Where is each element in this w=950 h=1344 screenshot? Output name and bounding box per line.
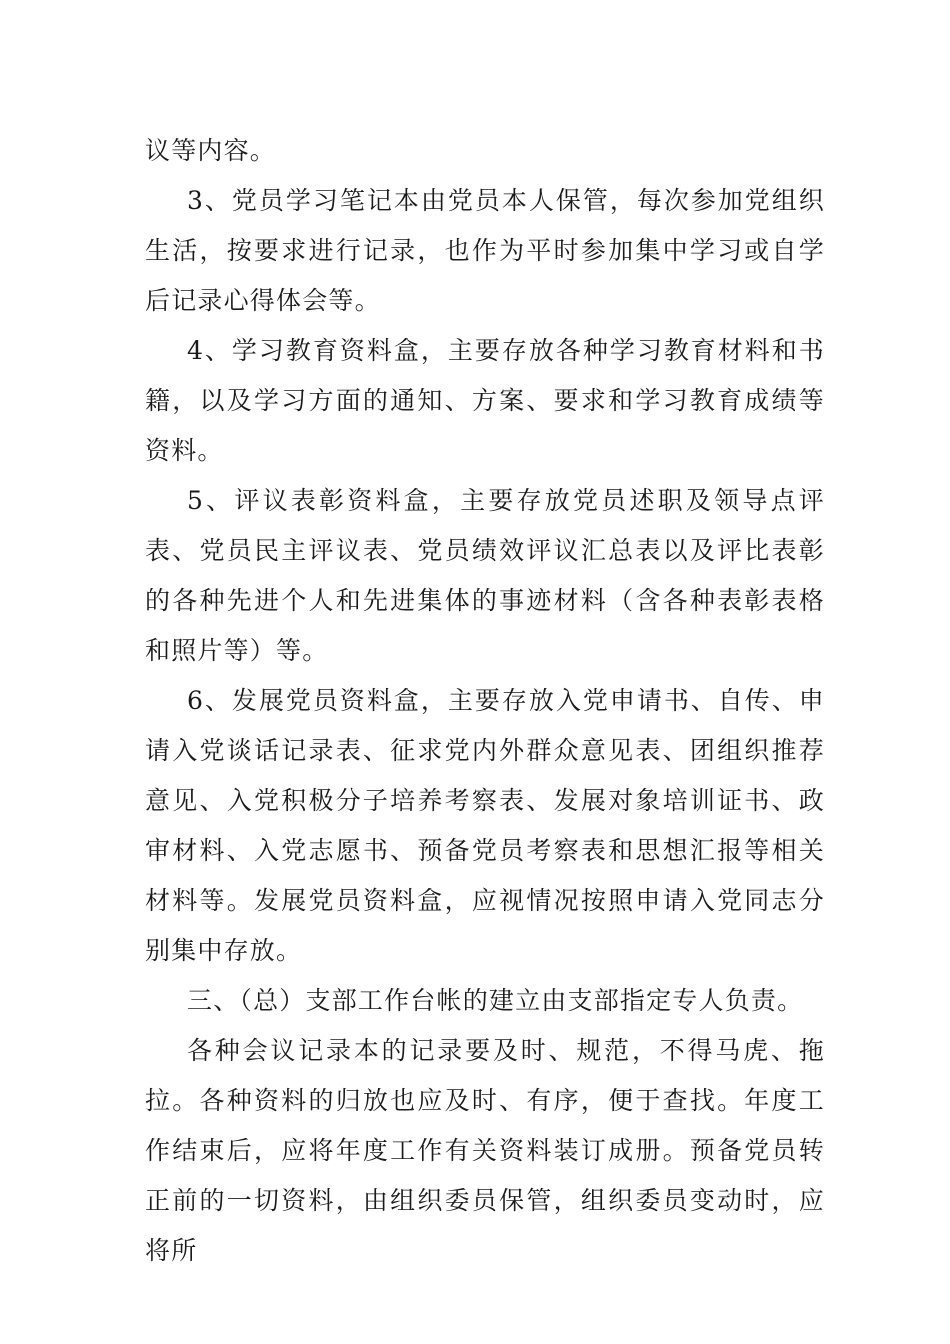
paragraph-item-5: 5、评议表彰资料盒，主要存放党员述职及领导点评表、党员民主评议表、党员绩效评议汇总表以及评比表彰的各种先进个人和先进集体的事迹材料（含各种表彰表格和照片等）等。 (145, 486, 825, 665)
paragraph-records-requirements: 各种会议记录本的记录要及时、规范，不得马虎、拖拉。各种资料的归放也应及时、有序，便于查找。年度工作结束后，应将年度工作有关资料装订成册。预备党员转正前的一切资料，由组织委员保管，组织委员变动时，应将所 (145, 1036, 825, 1265)
paragraph-item-4: 4、学习教育资料盒，主要存放各种学习教育材料和书籍，以及学习方面的通知、方案、要求和学习教育成绩等资料。 (145, 336, 825, 465)
section-three-heading: 三、（总）支部工作台帐的建立由支部指定专人负责。 (187, 986, 804, 1015)
paragraph-item-3: 3、党员学习笔记本由党员本人保管，每次参加党组织生活，按要求进行记录，也作为平时参加集中学习或自学后记录心得体会等。 (145, 186, 825, 315)
document-body (145, 126, 825, 1276)
paragraph-item-6: 6、发展党员资料盒，主要存放入党申请书、自传、申请入党谈话记录表、征求党内外群众意见表、团组织推荐意见、入党积极分子培养考察表、发展对象培训证书、政审材料、入党志愿书、预备党员考察表和思想汇报等相关材料等。发展党员资料盒，应视情况按照申请入党同志分别集中存放。 (145, 686, 825, 965)
paragraph-continuation: 议等内容。 (145, 136, 277, 165)
